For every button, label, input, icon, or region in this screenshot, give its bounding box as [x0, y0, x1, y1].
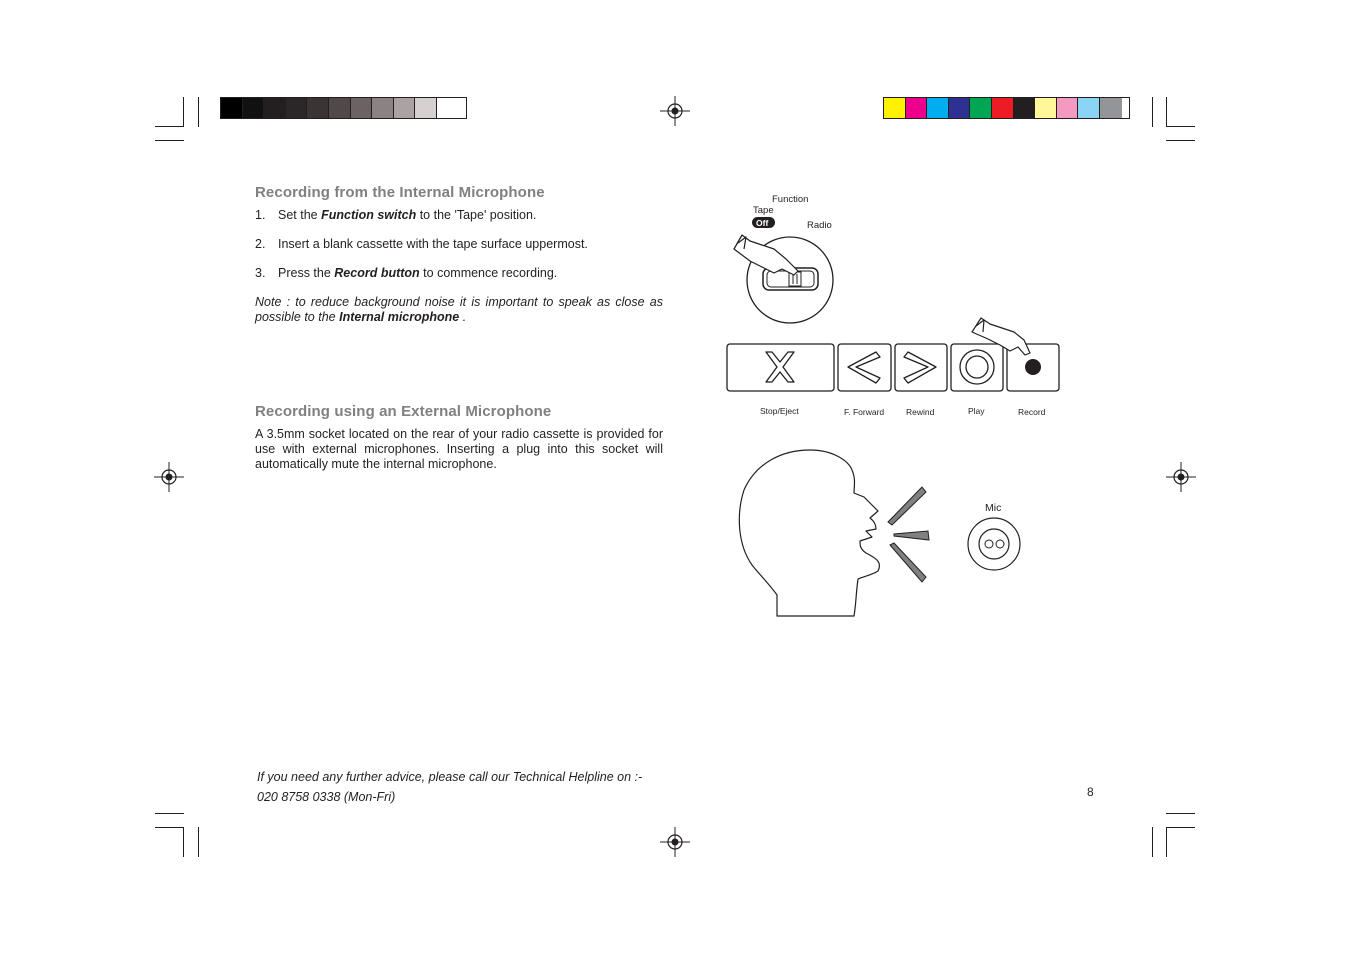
color-swatch [906, 98, 928, 118]
gray-swatch [243, 98, 265, 118]
section-heading-external-mic: Recording using an External Microphone [255, 403, 552, 420]
gray-swatch [307, 98, 329, 118]
record-button [1007, 344, 1059, 391]
gray-swatch [415, 98, 437, 118]
sound-wave-lower [890, 543, 926, 582]
controls-diagram [720, 185, 1070, 425]
gray-swatch [437, 98, 459, 118]
function-label: Function [772, 194, 809, 205]
step-number: 2. [255, 237, 266, 251]
color-swatch [884, 98, 906, 118]
helpline-number: 020 8758 0338 (Mon-Fri) [257, 790, 396, 804]
forward-arrow-button [895, 344, 947, 391]
gray-swatch [286, 98, 308, 118]
stop-eject-button [727, 344, 834, 391]
radio-label: Radio [807, 220, 832, 231]
color-swatch [1078, 98, 1100, 118]
step-number: 1. [255, 208, 266, 222]
gray-swatch [394, 98, 416, 118]
mic-socket-icon [968, 518, 1020, 570]
gray-swatch [351, 98, 373, 118]
note-paragraph: Note : to reduce background noise it is important to speak as close as possible to the Internal microphone . [255, 295, 663, 324]
registration-mark-left [154, 462, 184, 492]
button-label-play: Play [968, 406, 985, 416]
speaking-head-diagram [730, 445, 1040, 625]
color-swatch [949, 98, 971, 118]
button-label-f-forward: F. Forward [844, 407, 885, 417]
mic-label: Mic [985, 502, 1002, 514]
rewind-arrow-button [838, 344, 891, 391]
color-swatch [1057, 98, 1079, 118]
external-mic-paragraph: A 3.5mm socket located on the rear of your radio cassette is provided for use with external microphones. Inserting a plug into this socket will automatically mute the internal microphone. [255, 427, 663, 471]
section-heading-internal-mic: Recording from the Internal Microphone [255, 184, 545, 201]
process-color-bar [883, 97, 1130, 119]
color-swatch [1035, 98, 1057, 118]
page-number: 8 [1087, 785, 1094, 799]
registration-mark-bottom [660, 827, 690, 857]
color-swatch [970, 98, 992, 118]
off-label: Off [756, 218, 769, 228]
sound-wave-upper [888, 487, 926, 525]
step-3: 3. Press the Record button to commence recording. [255, 266, 558, 280]
gray-color-bar [220, 97, 467, 119]
tape-label: Tape [753, 205, 774, 216]
registration-mark-right [1166, 462, 1196, 492]
gray-swatch [372, 98, 394, 118]
color-swatch [1014, 98, 1036, 118]
color-swatch [927, 98, 949, 118]
step-2: 2. Insert a blank cassette with the tape surface uppermost. [255, 237, 588, 251]
button-label-stop-eject: Stop/Eject [760, 406, 799, 416]
step-number: 3. [255, 266, 266, 280]
color-swatch [992, 98, 1014, 118]
gray-swatch [264, 98, 286, 118]
gray-swatch [329, 98, 351, 118]
registration-mark-top [660, 96, 690, 126]
head-silhouette [739, 450, 879, 616]
play-button [951, 344, 1003, 391]
button-label-record: Record [1018, 407, 1046, 417]
sound-wave-middle [894, 531, 929, 540]
button-label-rewind: Rewind [906, 407, 935, 417]
helpline-text: If you need any further advice, please call our Technical Helpline on :- [257, 770, 643, 784]
color-swatch [1100, 98, 1122, 118]
gray-swatch [221, 98, 243, 118]
step-1: 1. Set the Function switch to the 'Tape' position. [255, 208, 537, 222]
